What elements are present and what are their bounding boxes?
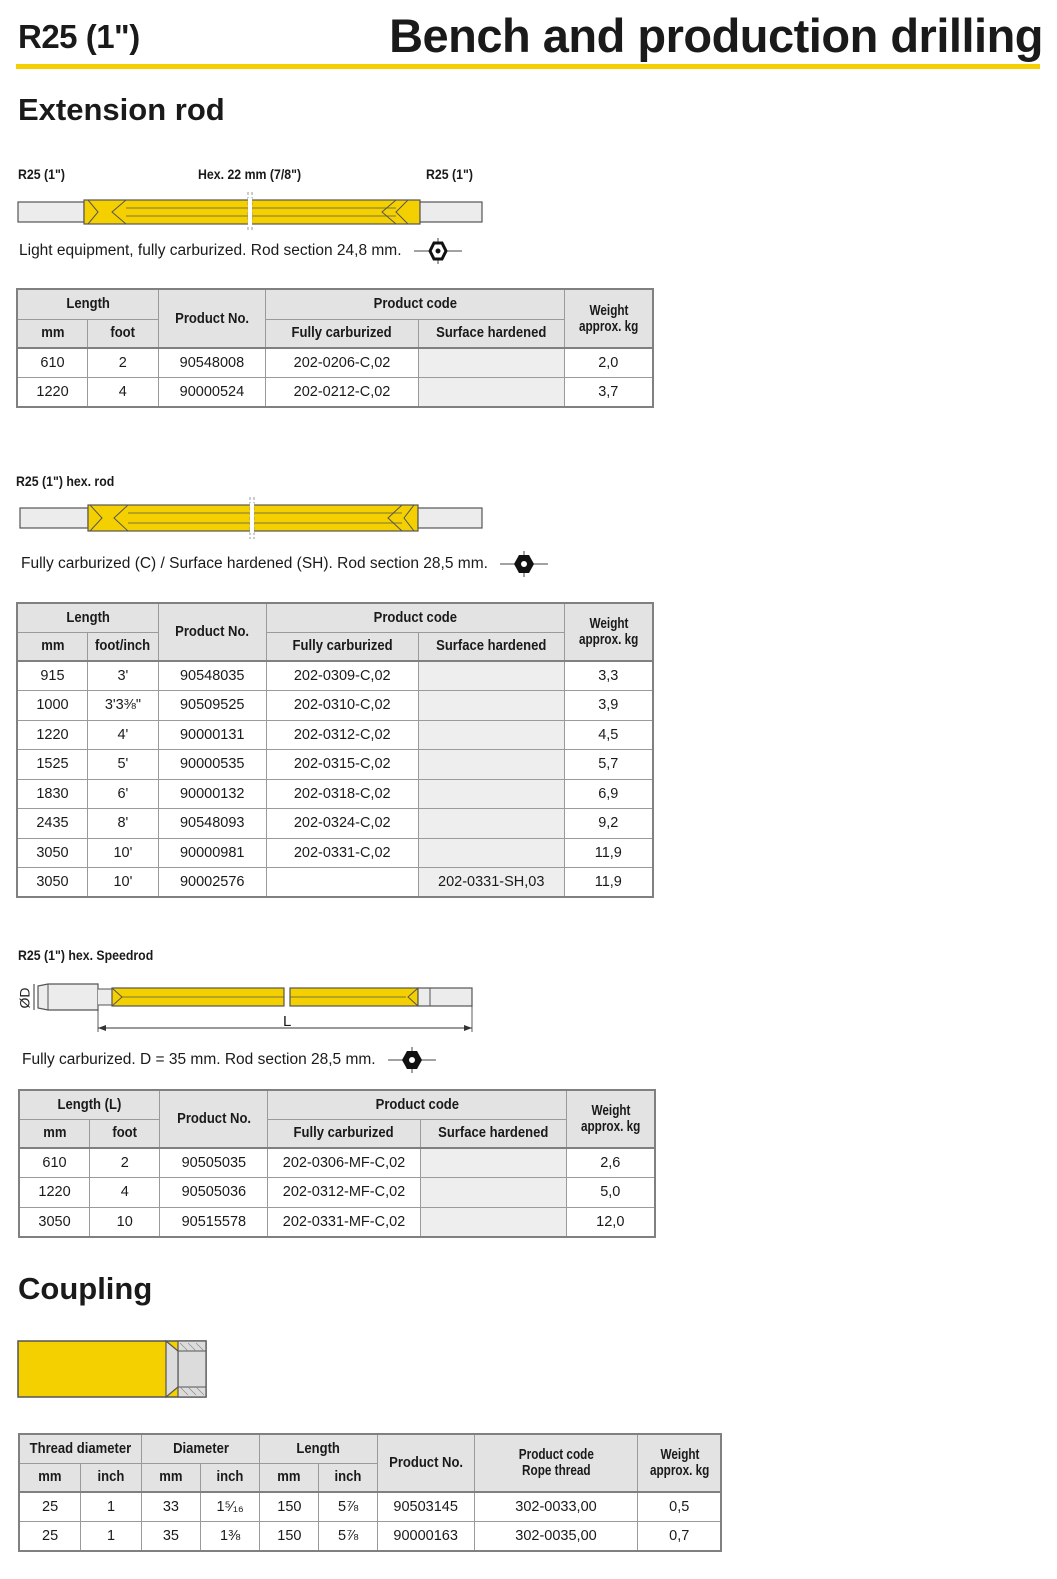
- table-row: [19, 1207, 655, 1237]
- col-fully-carburized: Fully carburized: [293, 1125, 395, 1142]
- table-cell: 90548008: [158, 348, 266, 378]
- table-cell: 202-0206-C,02: [266, 348, 419, 378]
- table-cell: 8': [87, 809, 158, 839]
- table-cell: 202-0331-C,02: [266, 838, 418, 868]
- rod1-drawing: [16, 192, 486, 232]
- table-cell: 202-0309-C,02: [266, 661, 418, 691]
- col-product-no: Product No.: [388, 1455, 463, 1471]
- table-cell: [420, 1178, 566, 1208]
- table-cell: 3050: [17, 838, 87, 868]
- table-cell: 202-0315-C,02: [266, 750, 418, 780]
- table-cell: 6': [87, 779, 158, 809]
- hex-section-icon: [388, 1047, 436, 1073]
- table-cell: 90000524: [158, 378, 266, 408]
- table-cell: 2: [90, 1148, 160, 1178]
- table-cell: 5⅞: [319, 1492, 377, 1522]
- table-cell: 90505036: [160, 1178, 268, 1208]
- table-cell: 202-0331-SH,03: [418, 868, 564, 898]
- table-cell: 90000163: [377, 1522, 474, 1552]
- table-cell: [418, 838, 564, 868]
- table-cell: 1525: [17, 750, 87, 780]
- col-mm: mm: [277, 1469, 301, 1486]
- table-cell: 5,0: [566, 1178, 655, 1208]
- col-mm: mm: [38, 1469, 62, 1486]
- table-cell: 90548093: [158, 809, 266, 839]
- table-cell: 3,7: [564, 378, 653, 408]
- table-cell: 90548035: [158, 661, 266, 691]
- col-product-code: Product code: [373, 296, 457, 313]
- col-weight: Weight approx. kg: [649, 1447, 709, 1479]
- col-foot: foot: [110, 325, 136, 342]
- table-cell: 11,9: [564, 868, 653, 898]
- col-mm: mm: [40, 638, 65, 655]
- table-cell: 90515578: [160, 1207, 268, 1237]
- table-cell: 11,9: [564, 838, 653, 868]
- table-row: [19, 1148, 655, 1178]
- table-cell: 2,0: [564, 348, 653, 378]
- col-fully-carburized: Fully carburized: [292, 638, 393, 655]
- table-cell: 10': [87, 868, 158, 898]
- section-title-extension-rod: Extension rod: [18, 92, 225, 127]
- table-cell: 0,5: [638, 1492, 721, 1522]
- table-cell: 2435: [17, 809, 87, 839]
- col-product-no: Product No.: [176, 1111, 251, 1127]
- table-cell: [418, 750, 564, 780]
- rod3-drawing: [14, 976, 484, 1036]
- col-length: Length: [296, 1440, 341, 1457]
- table-row: [19, 1492, 721, 1522]
- col-inch: inch: [97, 1469, 125, 1486]
- table-row: [17, 348, 653, 378]
- rod3-table-body: [19, 1148, 655, 1237]
- table-cell: 4: [90, 1178, 160, 1208]
- table-row: [17, 809, 653, 839]
- table-cell: [418, 809, 564, 839]
- table-cell: 90000132: [158, 779, 266, 809]
- table-cell: 25: [19, 1522, 81, 1552]
- table-cell: 2: [88, 348, 158, 378]
- col-product-code: Product code: [373, 609, 457, 626]
- table-cell: 90503145: [377, 1492, 474, 1522]
- table-cell: 3'3⅜": [87, 691, 158, 721]
- table-cell: 90000535: [158, 750, 266, 780]
- header-rule: [16, 64, 1040, 69]
- rod3-label: R25 (1") hex. Speedrod: [18, 947, 154, 963]
- coupling-table-body: [19, 1492, 721, 1551]
- table-row: [17, 750, 653, 780]
- rod3-dim-l: L: [283, 1013, 292, 1030]
- table-row: [17, 378, 653, 408]
- table-row: [17, 838, 653, 868]
- rod2-table-body: [17, 661, 653, 897]
- table-cell: 202-0306-MF-C,02: [268, 1148, 421, 1178]
- rod1-label-center: Hex. 22 mm (7/8"): [198, 166, 302, 182]
- table-cell: [418, 720, 564, 750]
- table-row: [19, 1178, 655, 1208]
- rod3-description: Fully carburized. D = 35 mm. Rod section 28,5 mm.: [22, 1051, 376, 1068]
- table-row: [17, 868, 653, 898]
- table-cell: 302-0035,00: [474, 1522, 638, 1552]
- hex-section-icon: [500, 551, 548, 577]
- col-product-no: Product No.: [175, 624, 250, 640]
- col-foot: foot: [112, 1125, 138, 1142]
- col-length: Length (L): [57, 1096, 122, 1113]
- table-cell: [420, 1148, 566, 1178]
- table-cell: [266, 868, 418, 898]
- table-cell: 2,6: [566, 1148, 655, 1178]
- rod1-table-body: [17, 348, 653, 407]
- coupling-table: [18, 1433, 722, 1552]
- table-cell: 3,3: [564, 661, 653, 691]
- table-cell: [418, 348, 564, 378]
- table-cell: 25: [19, 1492, 81, 1522]
- table-cell: 202-0312-C,02: [266, 720, 418, 750]
- table-cell: [418, 661, 564, 691]
- hex-section-icon: [414, 238, 462, 264]
- table-cell: 33: [141, 1492, 200, 1522]
- rod1-label-right: R25 (1"): [426, 166, 473, 182]
- table-cell: 4,5: [564, 720, 653, 750]
- table-cell: 90505035: [160, 1148, 268, 1178]
- table-cell: 915: [17, 661, 87, 691]
- col-surface-hardened: Surface hardened: [436, 325, 547, 342]
- table-cell: 1220: [19, 1178, 90, 1208]
- table-cell: 202-0331-MF-C,02: [268, 1207, 421, 1237]
- table-cell: [418, 691, 564, 721]
- col-length: Length: [66, 296, 110, 313]
- table-cell: 610: [17, 348, 88, 378]
- rod2-table: [16, 602, 654, 898]
- col-fully-carburized: Fully carburized: [291, 325, 393, 342]
- table-cell: 90000131: [158, 720, 266, 750]
- table-row: [17, 720, 653, 750]
- table-row: [17, 691, 653, 721]
- col-mm: mm: [42, 1125, 67, 1142]
- rod2-description: Fully carburized (C) / Surface hardened (SH). Rod section 28,5 mm.: [21, 555, 488, 572]
- table-row: [17, 661, 653, 691]
- table-cell: 3050: [19, 1207, 90, 1237]
- col-mm: mm: [159, 1469, 183, 1486]
- rod1-description: Light equipment, fully carburized. Rod section 24,8 mm.: [19, 242, 402, 259]
- rod3-dim-d: ØD: [16, 987, 33, 1009]
- table-row: [19, 1522, 721, 1552]
- col-thread-diameter: Thread diameter: [29, 1440, 132, 1457]
- col-diameter: Diameter: [172, 1440, 229, 1457]
- rod1-table: [16, 288, 654, 408]
- table-cell: 1220: [17, 378, 88, 408]
- table-cell: 90509525: [158, 691, 266, 721]
- table-cell: [418, 779, 564, 809]
- table-cell: 1⁵⁄₁₆: [200, 1492, 259, 1522]
- table-row: [17, 779, 653, 809]
- table-cell: 90002576: [158, 868, 266, 898]
- col-weight: Weight approx. kg: [580, 1103, 640, 1135]
- table-cell: 5': [87, 750, 158, 780]
- col-product-code: Product code Rope thread: [518, 1447, 594, 1479]
- col-inch: inch: [334, 1469, 362, 1486]
- table-cell: 9,2: [564, 809, 653, 839]
- table-cell: 3,9: [564, 691, 653, 721]
- col-inch: inch: [216, 1469, 244, 1486]
- table-cell: 1830: [17, 779, 87, 809]
- table-cell: 3050: [17, 868, 87, 898]
- table-cell: 12,0: [566, 1207, 655, 1237]
- rod2-label: R25 (1") hex. rod: [16, 473, 115, 489]
- table-cell: 150: [260, 1522, 319, 1552]
- table-cell: 6,9: [564, 779, 653, 809]
- table-cell: 5⅞: [319, 1522, 377, 1552]
- col-surface-hardened: Surface hardened: [436, 638, 547, 655]
- table-cell: 150: [260, 1492, 319, 1522]
- table-cell: 90000981: [158, 838, 266, 868]
- rod1-label-left: R25 (1"): [18, 166, 65, 182]
- table-cell: [420, 1207, 566, 1237]
- table-cell: 610: [19, 1148, 90, 1178]
- table-cell: 5,7: [564, 750, 653, 780]
- coupling-drawing: [16, 1339, 210, 1399]
- table-cell: 10': [87, 838, 158, 868]
- table-cell: 202-0212-C,02: [266, 378, 419, 408]
- table-cell: 1220: [17, 720, 87, 750]
- table-cell: 202-0310-C,02: [266, 691, 418, 721]
- rod2-drawing: [18, 497, 488, 539]
- table-cell: 202-0324-C,02: [266, 809, 418, 839]
- table-cell: 3': [87, 661, 158, 691]
- table-cell: [418, 378, 564, 408]
- table-cell: 35: [141, 1522, 200, 1552]
- section-title-coupling: Coupling: [18, 1271, 153, 1306]
- col-weight: Weight approx. kg: [578, 302, 638, 335]
- col-length: Length: [66, 609, 110, 626]
- table-cell: 1⅜: [200, 1522, 259, 1552]
- col-foot-inch: foot/inch: [95, 638, 151, 655]
- table-cell: 4: [88, 378, 158, 408]
- table-cell: 202-0318-C,02: [266, 779, 418, 809]
- table-cell: 10: [90, 1207, 160, 1237]
- table-cell: 302-0033,00: [474, 1492, 638, 1522]
- col-weight: Weight approx. kg: [578, 616, 638, 648]
- table-cell: 202-0312-MF-C,02: [268, 1178, 421, 1208]
- col-product-code: Product code: [375, 1096, 459, 1113]
- col-surface-hardened: Surface hardened: [438, 1125, 549, 1142]
- page-title: Bench and production drilling: [389, 9, 1043, 62]
- col-mm: mm: [40, 325, 65, 342]
- table-cell: 1: [81, 1492, 142, 1522]
- table-cell: 0,7: [638, 1522, 721, 1552]
- col-product-no: Product No.: [174, 310, 249, 327]
- table-cell: 1000: [17, 691, 87, 721]
- rod3-table: [18, 1089, 656, 1238]
- product-series-title: R25 (1"): [18, 18, 140, 55]
- table-cell: 1: [81, 1522, 142, 1552]
- table-cell: 4': [87, 720, 158, 750]
